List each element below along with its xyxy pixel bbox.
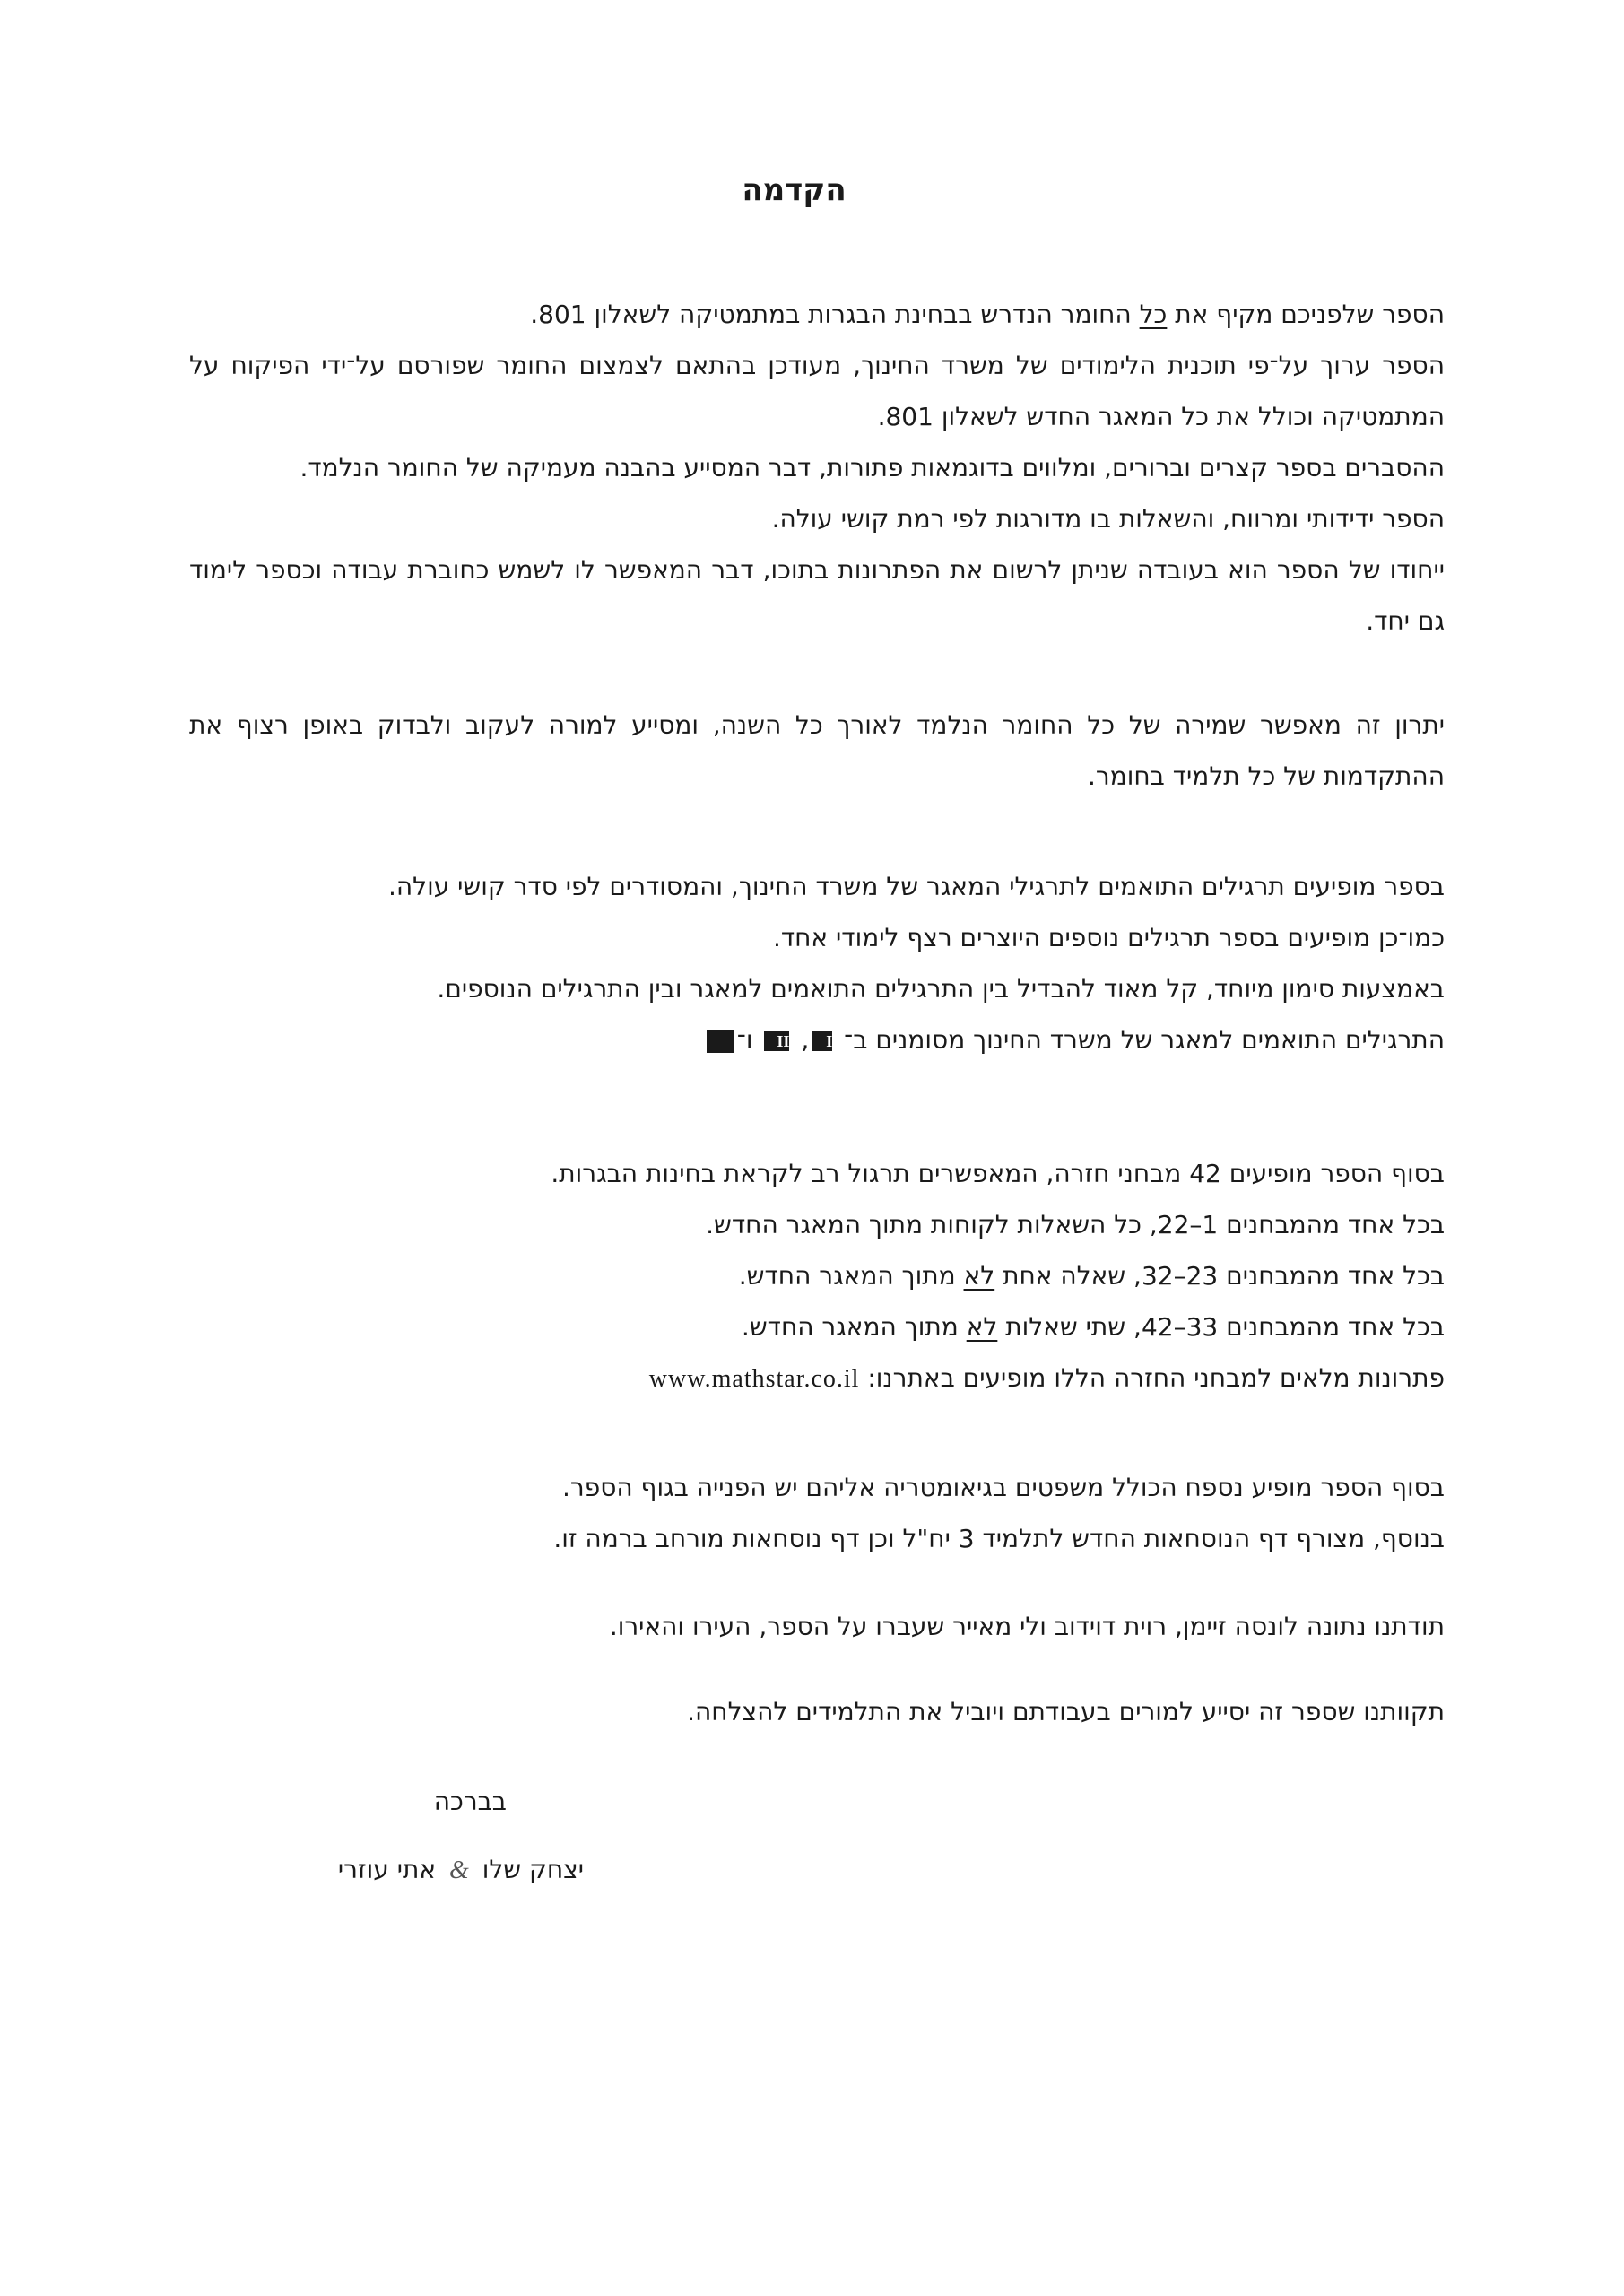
advantage-section [189, 700, 1445, 802]
exercises-section [189, 861, 1445, 1065]
paragraph: בספר מופיעים תרגילים התואמים לתרגילי המאגר של משרד החינוך, והמסודרים לפי סדר קושי עולה. [387, 872, 1445, 901]
text: מתוך המאגר החדש. [738, 1261, 964, 1291]
paragraph: יתרון זה מאפשר שמירה של כל החומר הנלמד לאורך כל השנה, ומסייע למורה לעקוב ולבדוק באופן רצוף את ההתקדמות של כל תלמיד בחומר. [189, 710, 1445, 791]
paragraph [189, 1014, 1445, 1065]
ampersand: & [449, 1857, 469, 1884]
paragraph: הספר ערוך על־פי תוכנית הלימודים של משרד החינוך, מעודכן בהתאם לצמצום החומר שפורסם על־ידי הפיקוח על המתמטיקה וכולל את כל המאגר החדש לשאלון 801. [189, 351, 1445, 431]
separator: , [801, 1025, 810, 1055]
greeting: בברכה [433, 1787, 507, 1816]
emphasis-text: לא [966, 1312, 998, 1342]
paragraph: כמו־כן מופיעים בספר תרגילים נוספים היוצרים רצף לימודי אחד. [772, 923, 1445, 952]
paragraph [189, 1301, 1445, 1352]
paragraph: באמצעות סימון מיוחד, קל מאוד להבדיל בין התרגילים התואמים למאגר ובין התרגילים הנוספים. [437, 974, 1445, 1004]
marker-solid-icon [707, 1030, 734, 1053]
text: החומר הנדרש בבחינת הבגרות במתמטיקה לשאלון 801. [530, 300, 1140, 329]
signature-authors [338, 1844, 584, 1896]
thanks-section [189, 1601, 1445, 1652]
intro-section [189, 289, 1445, 647]
text: התרגילים התואמים למאגר של משרד החינוך מסומנים ב־ [844, 1025, 1445, 1055]
review-exams-section [189, 1148, 1445, 1405]
paragraph: הספר ידידותי ומרווח, והשאלות בו מדורגות לפי רמת קושי עולה. [771, 504, 1445, 534]
closing-section [189, 1686, 1445, 1737]
paragraph: ייחודו של הספר הוא בעובדה שניתן לרשום את הפתרונות בתוכו, דבר המאפשר לו לשמש כחוברת עבודה וכספר לימוד גם יחד. [189, 555, 1445, 636]
author-name: יצחק שלו [482, 1855, 584, 1884]
text: פתרונות מלאים למבחני החזרה הללו מופיעים באתרנו: [859, 1363, 1445, 1393]
appendix-section [189, 1462, 1445, 1564]
paragraph: בנוסף, מצורף דף הנוסחאות החדש לתלמיד 3 יח"ל וכן דף נוסחאות מורחב ברמה זו. [553, 1524, 1445, 1553]
paragraph: בכל אחד מהמבחנים 1–22, כל השאלות לקוחות מתוך המאגר החדש. [706, 1210, 1445, 1239]
paragraph [189, 1352, 1445, 1405]
text: בכל אחד מהמבחנים 23–32, שאלה אחת [994, 1261, 1445, 1291]
paragraph: בסוף הספר מופיע נספח הכולל משפטים בגיאומטריה אליהם יש הפנייה בגוף הספר. [562, 1473, 1445, 1502]
website-link[interactable]: www.mathstar.co.il [648, 1365, 860, 1393]
text: מתוך המאגר החדש. [741, 1312, 967, 1342]
marker-one-icon: I [812, 1031, 832, 1051]
paragraph [189, 289, 1445, 340]
text: בכל אחד מהמבחנים 33–42, שתי שאלות [997, 1312, 1445, 1342]
paragraph: תקוותנו שספר זה יסייע למורים בעבודתם ויוביל את התלמידים להצלחה. [687, 1697, 1445, 1726]
paragraph: תודתנו נתונה לונסה זיימן, רוית דוידוב ולי מאייר שעברו על הספר, העירו והאירו. [609, 1612, 1445, 1641]
emphasis-text: לא [963, 1261, 995, 1291]
paragraph: בסוף הספר מופיעים 42 מבחני חזרה, המאפשרים תרגול רב לקראת בחינות הבגרות. [551, 1159, 1445, 1188]
marker-two-icon: II [764, 1031, 789, 1051]
paragraph: ההסברים בספר קצרים וברורים, ומלווים בדוגמאות פתורות, דבר המסייע בהבנה מעמיקה של החומר הנלמד. [300, 453, 1445, 483]
paragraph [189, 1250, 1445, 1301]
emphasis-text: כל [1139, 300, 1168, 329]
text: ו־ [736, 1025, 753, 1055]
text: הספר שלפניכם מקיף את [1167, 300, 1445, 329]
author-name: אתי עוזרי [337, 1855, 437, 1884]
page-title: הקדמה [742, 172, 847, 208]
